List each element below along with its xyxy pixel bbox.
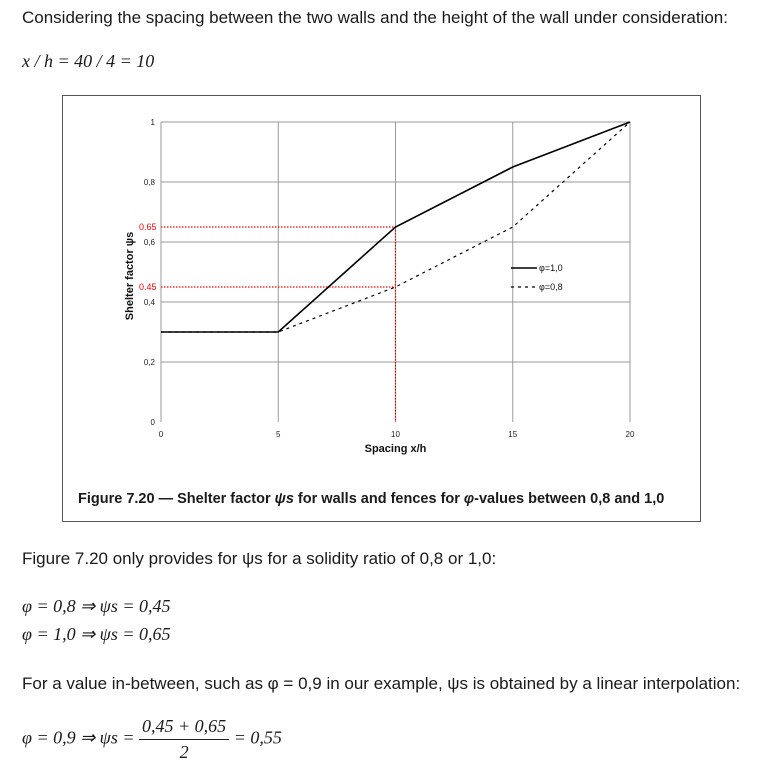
y-tick-label: 0,2: [143, 358, 155, 367]
shelter-factor-chart: [63, 96, 700, 521]
caption-symbol-2: φ: [463, 491, 475, 507]
equation-line-1: φ = 0,8 ⇒ ψs = 0,45: [22, 596, 171, 616]
x-tick-label: 15: [508, 430, 518, 439]
y-tick-label: 0,6: [143, 238, 155, 247]
y-tick-label: 0,4: [143, 298, 155, 307]
fraction-numerator: 0,45 + 0,65: [139, 716, 229, 740]
x-tick-label: 0: [158, 430, 164, 439]
x-tick-label: 5: [276, 430, 281, 439]
legend-label: φ=1,0: [539, 263, 563, 273]
y-tick-label: 0,8: [143, 178, 155, 187]
ratio-equation: x / h = 40 / 4 = 10: [22, 51, 155, 71]
interpolation-lhs: φ = 0,9 ⇒ ψs =: [22, 727, 135, 748]
figure-box: [62, 95, 701, 522]
caption-suffix: -values between 0,8 and 1,0: [474, 491, 665, 507]
x-tick-label: 10: [391, 430, 400, 439]
interpolation-fraction: [139, 716, 229, 763]
y-axis-label: Shelter factor ψs: [124, 231, 136, 321]
red-guide-label: 0.45: [139, 282, 157, 292]
figure-caption: [78, 491, 664, 507]
x-axis-label: Spacing x/h: [364, 443, 427, 455]
y-tick-label: 0: [150, 418, 155, 427]
interpolation-text: For a value in-between, such as φ = 0,9 in our example, ψs is obtained by a linear interpolation:: [22, 674, 741, 693]
red-guide-label: 0.65: [139, 222, 157, 232]
caption-prefix: Figure 7.20 — Shelter factor: [78, 491, 275, 507]
equation-line-2: φ = 1,0 ⇒ ψs = 0,65: [22, 624, 171, 644]
y-tick-label: 1: [150, 118, 155, 127]
caption-middle: for walls and fences for: [293, 491, 464, 507]
figure-note: Figure 7.20 only provides for ψs for a solidity ratio of 0,8 or 1,0:: [22, 549, 497, 568]
caption-symbol: ψs: [274, 491, 294, 507]
interpolation-result: = 0,55: [233, 727, 282, 748]
legend-label: φ=0,8: [539, 282, 563, 292]
x-tick-label: 20: [625, 430, 635, 439]
interpolation-equation: [22, 716, 282, 763]
intro-text: Considering the spacing between the two walls and the height of the wall under consideration:: [22, 8, 728, 27]
fraction-denominator: 2: [179, 742, 189, 762]
